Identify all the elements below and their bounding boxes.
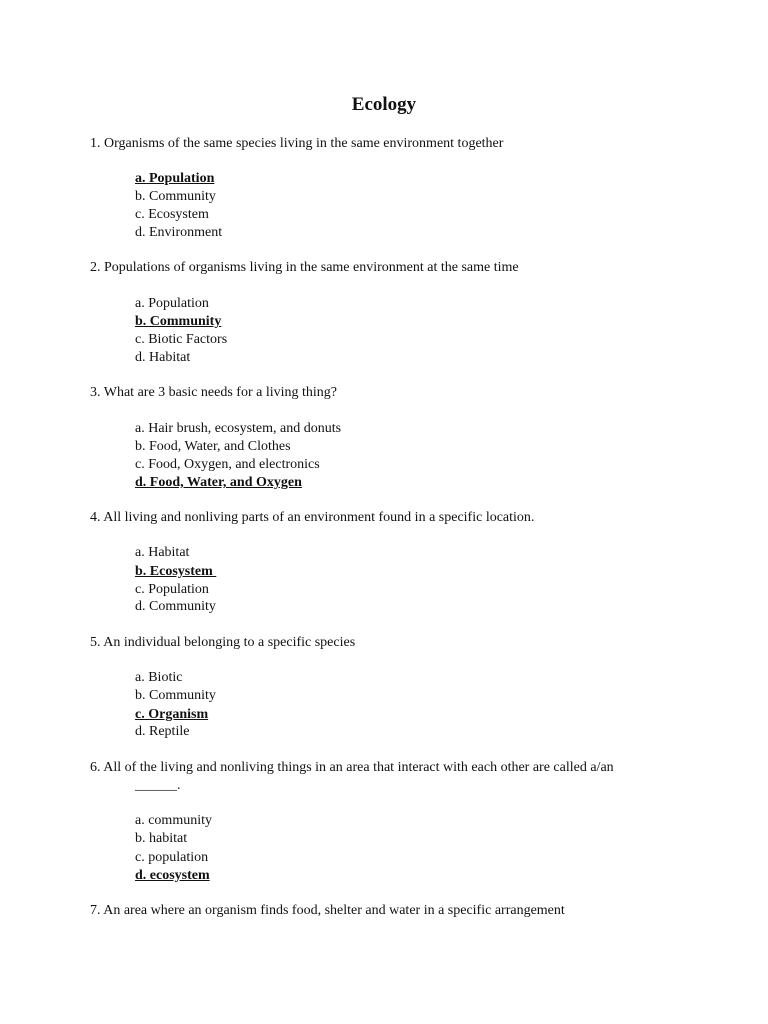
question-6: 6. All of the living and nonliving things in an area that interact with each other are called a/an bbox=[90, 760, 614, 775]
q2-option-a: a. Population bbox=[135, 296, 209, 311]
question-1: 1. Organisms of the same species living in the same environment together bbox=[90, 136, 504, 151]
q1-option-b: b. Community bbox=[135, 189, 216, 204]
q4-option-d: d. Community bbox=[135, 599, 216, 614]
page-title: Ecology bbox=[351, 94, 417, 115]
q4-option-b: b. Ecosystem bbox=[135, 564, 217, 579]
q6-blank: ______. bbox=[135, 778, 181, 793]
q3-option-c: c. Food, Oxygen, and electronics bbox=[135, 457, 320, 472]
q6-option-a: a. community bbox=[135, 813, 212, 828]
q4-option-c: c. Population bbox=[135, 582, 209, 597]
q2-option-d: d. Habitat bbox=[135, 350, 191, 365]
q1-option-d: d. Environment bbox=[135, 225, 223, 240]
question-2: 2. Populations of organisms living in the same environment at the same time bbox=[90, 260, 519, 275]
q6-option-b: b. habitat bbox=[135, 831, 188, 846]
q5-option-d: d. Reptile bbox=[135, 724, 190, 739]
q3-option-a: a. Hair brush, ecosystem, and donuts bbox=[135, 421, 342, 436]
q3-option-d: d. Food, Water, and Oxygen bbox=[135, 475, 302, 490]
question-4: 4. All living and nonliving parts of an environment found in a specific location. bbox=[90, 510, 535, 525]
question-3: 3. What are 3 basic needs for a living thing? bbox=[90, 385, 337, 400]
q2-option-b: b. Community bbox=[135, 314, 222, 329]
q6-option-c: c. population bbox=[135, 850, 209, 865]
q1-option-c: c. Ecosystem bbox=[135, 207, 209, 222]
q3-option-b: b. Food, Water, and Clothes bbox=[135, 439, 291, 454]
q5-option-b: b. Community bbox=[135, 688, 216, 703]
q5-option-c: c. Organism bbox=[135, 707, 209, 722]
q1-option-a: a. Population bbox=[135, 171, 215, 186]
q2-option-c: c. Biotic Factors bbox=[135, 332, 228, 347]
question-7: 7. An area where an organism finds food, shelter and water in a specific arrangement bbox=[90, 903, 565, 918]
question-5: 5. An individual belonging to a specific species bbox=[90, 635, 356, 650]
q6-option-d: d. ecosystem bbox=[135, 868, 210, 883]
q5-option-a: a. Biotic bbox=[135, 670, 183, 685]
q4-option-a: a. Habitat bbox=[135, 545, 190, 560]
